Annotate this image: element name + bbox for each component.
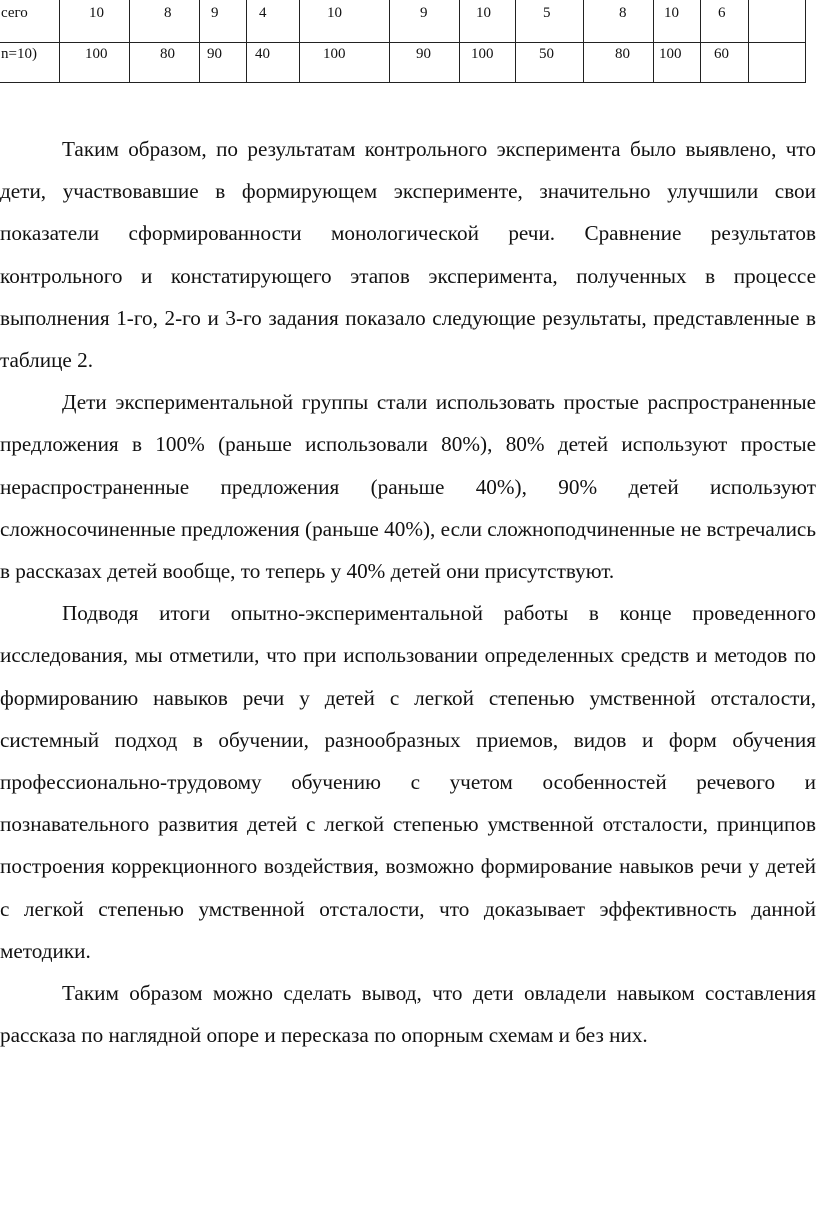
paragraph: Таким образом можно сделать вывод, что дети овладели навыком составления рассказа по наглядной опоре и пересказа по опорным схемам и без них.: [0, 981, 816, 1048]
results-table: [0, 0, 806, 83]
table-cell: 80: [584, 43, 654, 83]
table-cell: 50: [516, 43, 584, 83]
table-cell: 90: [390, 43, 460, 83]
table-cell: 90: [200, 43, 247, 83]
table-cell: 10: [60, 0, 130, 43]
paragraph: Таким образом, по результатам контрольного эксперимента было выявлено, что дети, участвовавшие в формирующем эксперименте, значительно улучшили свои показатели сформированности монологической речи. Сравнение результатов контрольного и констатирующего этапов эксперимента, полученных в процессе выполнения 1-го, 2-го и 3-го задания показало следующие результаты, представленные в таблице 2.: [0, 137, 816, 373]
table-cell: 9: [200, 0, 247, 43]
row-label: n=10): [0, 43, 60, 83]
table-cell: [749, 0, 806, 43]
table-cell: 10: [654, 0, 701, 43]
table-cell: 60: [701, 43, 749, 83]
body-text: [0, 128, 816, 1056]
table-cell: 10: [300, 0, 390, 43]
table-cell: 100: [460, 43, 516, 83]
paragraph: Дети экспериментальной группы стали использовать простые распространенные предложения в 100% (раньше использовали 80%), 80% детей используют простые нераспространенные предложения (раньше 40%), 90% детей используют сложносочиненные предложения (раньше 40%), если сложноподчиненные не встречались в рассказах детей вообще, то теперь у 40% детей они присутствуют.: [0, 390, 816, 584]
paragraph: Подводя итоги опытно-экспериментальной работы в конце проведенного исследования, мы отметили, что при использовании определенных средств и методов по формированию навыков речи у детей с легкой степенью умственной отсталости, системный подход в обучении, разнообразных приемов, видов и форм обучения профессионально-трудовому обучению с учетом особенностей речевого и познавательного развития детей с легкой степенью умственной отсталости, принципов построения коррекционного воздействия, возможно формирование навыков речи у детей с легкой степенью умственной отсталости, что доказывает эффективность данной методики.: [0, 601, 816, 963]
table-cell: 10: [460, 0, 516, 43]
table-cell: 8: [584, 0, 654, 43]
table-cell: 100: [300, 43, 390, 83]
row-label: сего: [0, 0, 60, 43]
table-cell: 8: [130, 0, 200, 43]
table-row-percent: [0, 43, 806, 83]
table-cell: [749, 43, 806, 83]
table-cell: 5: [516, 0, 584, 43]
table-cell: 4: [247, 0, 300, 43]
table-cell: 80: [130, 43, 200, 83]
table-cell: 9: [390, 0, 460, 43]
table-cell: 40: [247, 43, 300, 83]
table-cell: 6: [701, 0, 749, 43]
table-cell: 100: [654, 43, 701, 83]
table-cell: 100: [60, 43, 130, 83]
table-row-total: [0, 0, 806, 43]
